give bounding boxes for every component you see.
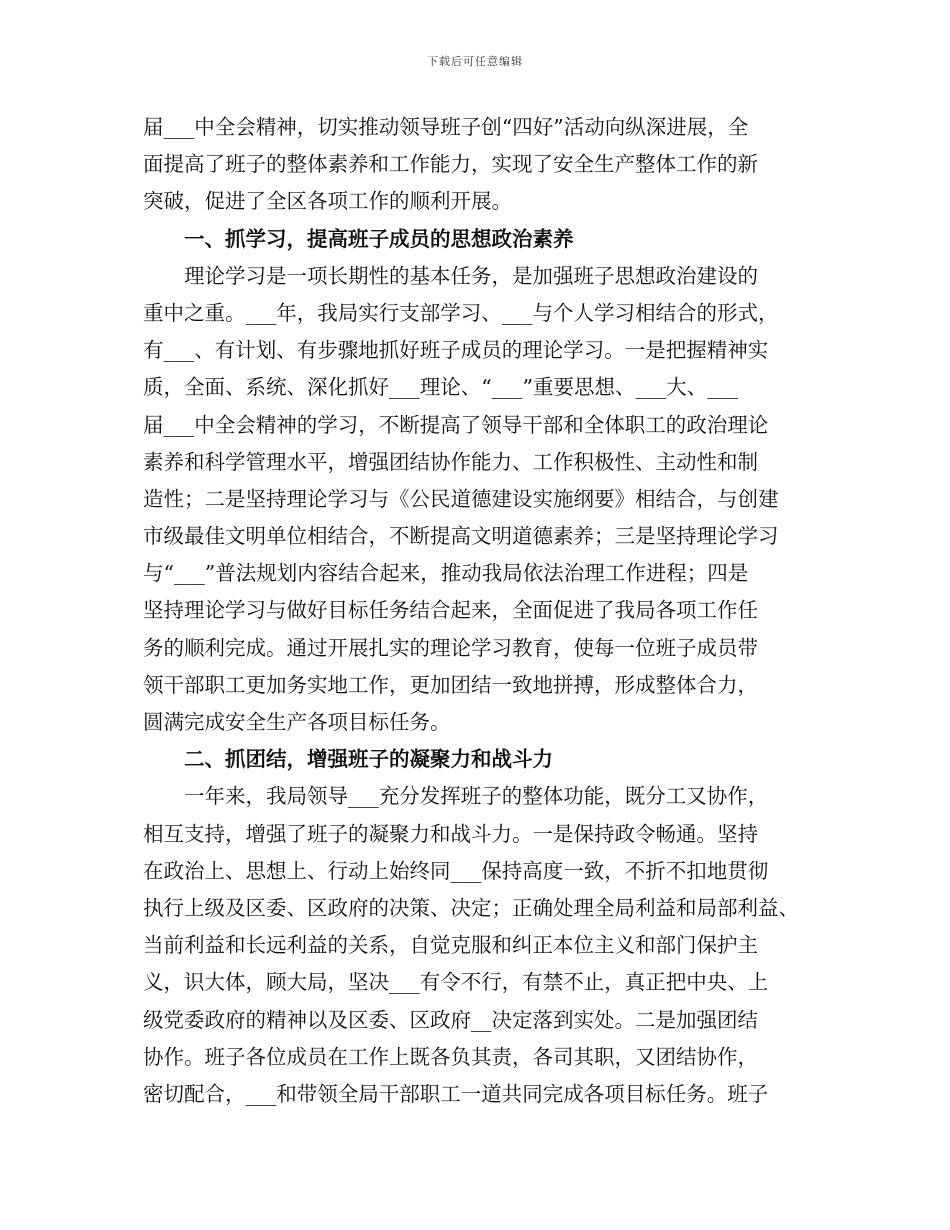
paragraph-line: 面提高了班子的整体素养和工作能力，实现了安全生产整体工作的新 — [143, 152, 758, 177]
paragraph-line: 理论学习是一项长期性的基本任务，是加强班子思想政治建设的 — [184, 263, 758, 288]
paragraph-line: 一年来，我局领导___充分发挥班子的整体功能，既分工又协作， — [184, 784, 769, 809]
paragraph-line: 协作。班子各位成员在工作上既各负其责，各司其职，又团结协作， — [143, 1044, 758, 1069]
page-header: 下载后可任意编辑 — [427, 55, 523, 68]
paragraph-line: 造性；二是坚持理论学习与《公民道德建设实施纲要》相结合，与创建 — [143, 486, 779, 511]
paragraph-line: 有___、有计划、有步骤地抓好班子成员的理论学习。一是把握精神实 — [143, 338, 769, 363]
paragraph-line: 相互支持，增强了班子的凝聚力和战斗力。一是保持政令畅通。坚持 — [143, 821, 758, 846]
paragraph-line: 务的顺利完成。通过开展扎实的理论学习教育，使每一位班子成员带 — [143, 635, 758, 660]
paragraph-line: 届___中全会精神，切实推动领导班子创“四好”活动向纵深进展，全 — [143, 115, 749, 139]
paragraph-line: 级党委政府的精神以及区委、区政府__决定落到实处。二是加强团结 — [143, 1007, 758, 1032]
paragraph-line: 坚持理论学习与做好目标任务结合起来，全面促进了我局各项工作任 — [143, 598, 758, 623]
paragraph-line: 领干部职工更加务实地工作，更加团结一致地拼搏，形成整体合力， — [143, 672, 758, 697]
section-heading: 二、抓团结，增强班子的凝聚力和战斗力 — [184, 747, 553, 772]
document-body — [143, 109, 823, 1113]
paragraph-line: 密切配合，___和带领全局干部职工一道共同完成各项目标任务。班子 — [143, 1081, 769, 1106]
paragraph-line: 届___中全会精神的学习，不断提高了领导干部和全体职工的政治理论 — [143, 412, 769, 437]
paragraph-line: 执行上级及区委、区政府的决策、决定；正确处理全局利益和局部利益、 — [143, 895, 799, 920]
paragraph-line: 质，全面、系统、深化抓好___理论、“___”重要思想、___大、___ — [143, 375, 738, 400]
paragraph-line: 与“___”普法规划内容结合起来，推动我局依法治理工作进程；四是 — [143, 561, 749, 586]
section-heading: 一、抓学习，提高班子成员的思想政治素养 — [184, 226, 574, 251]
paragraph-line: 重中之重。___年，我局实行支部学习、___与个人学习相结合的形式， — [143, 300, 779, 325]
paragraph-line: 市级最佳文明单位相结合，不断提高文明道德素养；三是坚持理论学习 — [143, 524, 779, 549]
paragraph-line: 在政治上、思想上、行动上始终同___保持高度一致，不折不扣地贯彻 — [143, 858, 769, 883]
paragraph-line: 圆满完成安全生产各项目标任务。 — [143, 710, 451, 734]
paragraph-line: 义，识大体，顾大局，坚决___有令不行，有禁不止，真正把中央、上 — [143, 970, 769, 995]
paragraph-line: 当前利益和长远利益的关系，自觉克服和纠正本位主义和部门保护主 — [143, 933, 758, 958]
paragraph-line: 素养和科学管理水平，增强团结协作能力、工作积极性、主动性和制 — [143, 449, 758, 474]
paragraph-line: 突破，促进了全区各项工作的顺利开展。 — [143, 189, 512, 214]
